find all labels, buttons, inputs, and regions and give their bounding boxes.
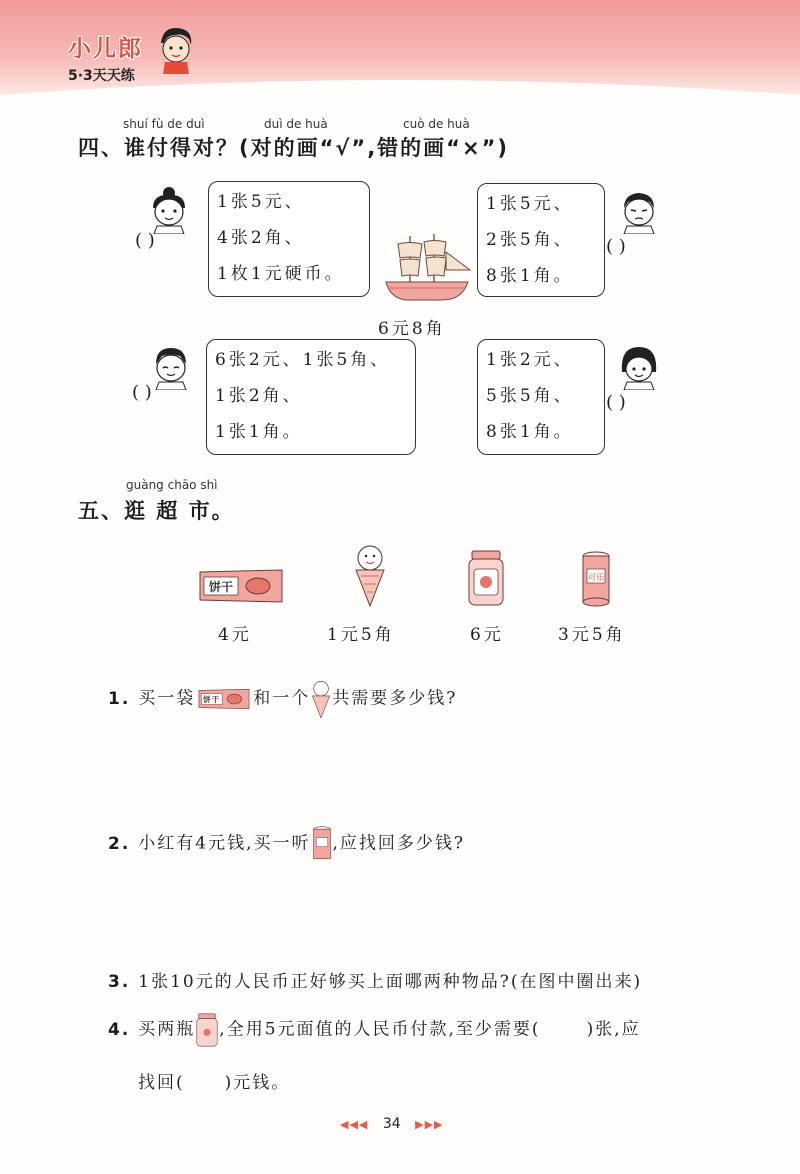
bubble-3-line-3: 1张1角。 [215,422,303,442]
pinyin-section-5: guàng chāo shì [126,478,218,492]
bubble-4-line-3: 8张1角。 [486,422,574,442]
series-title: 5·3天天练 [68,68,135,84]
speech-bubble-4 [477,339,605,455]
boy-icon [618,186,660,234]
question-1-number: 1. [108,688,131,709]
speech-bubble-1 [208,181,370,297]
mascot-boy-icon [155,25,197,75]
brand-title: 小儿郎 [68,36,143,62]
jam-jar-inline-icon [195,1012,219,1048]
question-4-part-3: )张,应 [586,1019,641,1040]
question-3 [108,967,642,992]
speech-bubble-3 [206,339,416,455]
brand-logo [68,30,143,85]
section-5-title: 五、逛 超 市。 [78,499,235,523]
speech-bubble-2 [477,183,605,297]
biscuit-inline-icon [195,688,253,710]
ice-cream-inline-icon [310,678,332,720]
bubble-2-line-1: 1张5元、 [486,194,574,214]
price-biscuit: 4元 [218,625,252,645]
question-4-line-2-start: 找回( [138,1073,185,1093]
question-4-number: 4. [108,1019,131,1040]
bubble-3-line-1: 6张2元、1张5角、 [215,350,391,370]
boy-icon-2 [150,342,192,390]
question-2-part-1: 小红有4元钱,买一听 [138,833,311,854]
cola-can-icon [579,551,613,607]
svg-text:饼干: 饼干 [203,695,221,705]
answer-blank-3[interactable]: ( ) [132,382,152,403]
price-jam: 6元 [470,625,504,645]
answer-blank-2[interactable]: ( ) [606,236,626,257]
question-4-line-2 [138,1068,290,1093]
answer-blank-1[interactable]: ( ) [135,230,155,251]
left-arrows-icon: ◀◀◀ [340,1118,369,1131]
girl-icon-2 [618,342,660,390]
question-4-part-1: 买两瓶 [138,1019,196,1040]
price-cola: 3元5角 [558,625,626,645]
girl-icon [148,186,190,234]
ice-cream-icon [352,542,388,608]
sailboat-price: 6元8角 [378,319,446,339]
right-arrows-icon: ▶▶▶ [415,1118,444,1131]
question-3-number: 3. [108,972,131,992]
question-1 [108,678,457,720]
svg-text:可乐: 可乐 [588,573,604,582]
answer-blank-4[interactable]: ( ) [606,392,626,413]
question-4-line-2-end: )元钱。 [224,1073,291,1093]
biscuit-pack-icon [198,568,284,604]
pinyin-1: shuí fù de duì [123,117,205,131]
bubble-4-line-2: 5张5角、 [486,386,574,406]
question-4-part-2: ,全用5元面值的人民币付款,至少需要( [219,1019,541,1040]
svg-text:饼干: 饼干 [208,580,234,594]
page-footer [340,1116,444,1132]
price-ice-cream: 1元5角 [327,625,395,645]
jam-jar-icon [466,549,506,607]
section-4-title: 四、谁付得对？(对的画“√”,错的画“×”) [78,136,509,160]
question-1-part-2: 和一个 [253,688,311,709]
question-2-part-2: ,应找回多少钱? [332,833,466,854]
bubble-1-line-2: 4张2角、 [217,228,305,248]
question-3-text: 1张10元的人民币正好够买上面哪两种物品?(在图中圈出来) [138,972,643,992]
bubble-2-line-2: 2张5角、 [486,230,574,250]
sailboat-icon [382,232,472,304]
question-2 [108,826,465,862]
question-2-number: 2. [108,833,131,854]
question-4 [108,1012,641,1048]
pinyin-2: duì de huà [264,117,328,131]
bubble-1-line-3: 1枚1元硬币。 [217,264,345,284]
bubble-3-line-2: 1张2角、 [215,386,303,406]
question-1-part-1: 买一袋 [138,688,196,709]
bubble-4-line-1: 1张2元、 [486,350,574,370]
bubble-2-line-3: 8张1角。 [486,266,574,286]
page-number: 34 [382,1116,401,1132]
question-1-part-3: 共需要多少钱? [332,688,458,709]
bubble-1-line-1: 1张5元、 [217,192,305,212]
pinyin-3: cuò de huà [403,117,470,131]
cola-inline-icon [311,826,333,862]
